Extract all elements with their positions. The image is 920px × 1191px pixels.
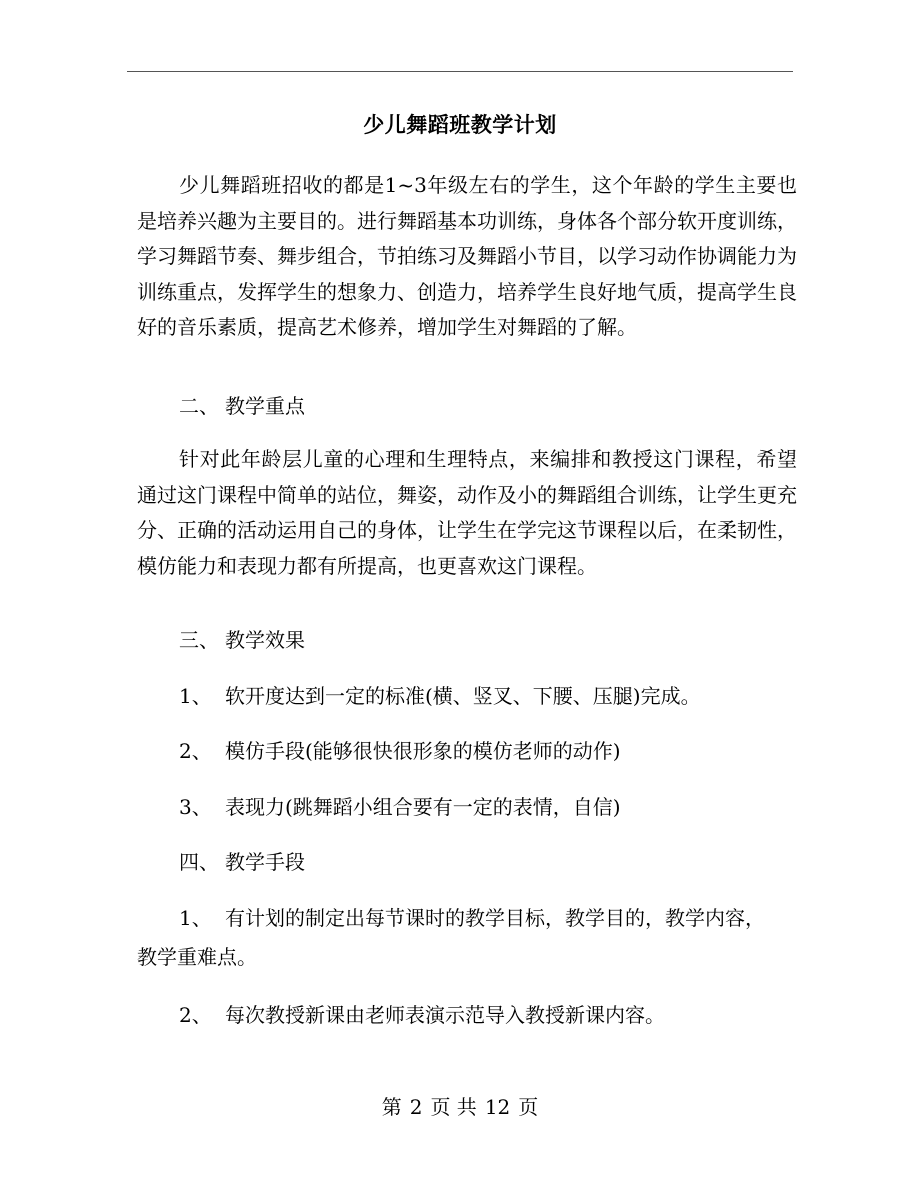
list-item-text: 模仿手段(能够很快很形象的模仿老师的动作) [225,739,621,763]
list-item [179,1000,665,1030]
footer-prefix: 第 [381,1095,402,1119]
list-item-number: 1、 [179,684,212,708]
footer-page-number: 2 [409,1095,423,1119]
section-3-title: 教学效果 [225,628,305,652]
list-item [179,903,765,933]
list-item-number: 3、 [179,795,212,819]
list-item [179,681,701,711]
section-2-paragraph: 针对此年龄层儿童的心理和生理特点，来编排和教授这门课程，希望通过这门课程中简单的站位，舞姿，动作及小的舞蹈组合训练，让学生更充分、正确的活动运用自己的身体，让学生在学完这节课程以后，在柔韧性，模仿能力和表现力都有所提高，也更喜欢这门课程。 [137,447,797,578]
section-2-number: 二、 [179,394,219,418]
section-2-title: 教学重点 [225,394,305,418]
header-rule [127,71,793,72]
intro-paragraph: 少儿舞蹈班招收的都是1~3年级左右的学生，这个年龄的学生主要也是培养兴趣为主要目的。进行舞蹈基本功训练，身体各个部分软开度训练，学习舞蹈节奏、舞步组合，节拍练习及舞蹈小节目，以学习动作协调能力为训练重点，发挥学生的想象力、创造力，培养学生良好地气质，提高学生良好的音乐素质，提高艺术修养，增加学生对舞蹈的了解。 [137,173,797,339]
section-2-heading [179,391,305,421]
list-item [179,792,621,822]
page-title: 少儿舞蹈班教学计划 [363,112,557,137]
footer-mid: 页 共 [430,1095,477,1119]
list-item-text: 表现力(跳舞蹈小组合要有一定的表情，自信) [225,795,621,819]
list-item-text: 有计划的制定出每节课时的教学目标，教学目的，教学内容， [225,906,765,930]
list-item-number: 2、 [179,1003,212,1027]
list-item [179,736,621,766]
section-3-number: 三、 [179,628,219,652]
section-4-number: 四、 [179,850,219,874]
footer-total-pages: 12 [484,1095,511,1119]
section-4-title: 教学手段 [225,850,305,874]
list-item-text: 每次教授新课由老师表演示范导入教授新课内容。 [225,1003,665,1027]
list-item-number: 2、 [179,739,212,763]
section-4-heading [179,847,305,877]
list-item-continuation: 教学重难点。 [137,945,257,969]
page-footer [0,1092,920,1122]
list-item-text: 软开度达到一定的标准(横、竖叉、下腰、压腿)完成。 [225,684,701,708]
footer-suffix: 页 [518,1095,539,1119]
list-item-number: 1、 [179,906,212,930]
section-3-heading [179,625,305,655]
